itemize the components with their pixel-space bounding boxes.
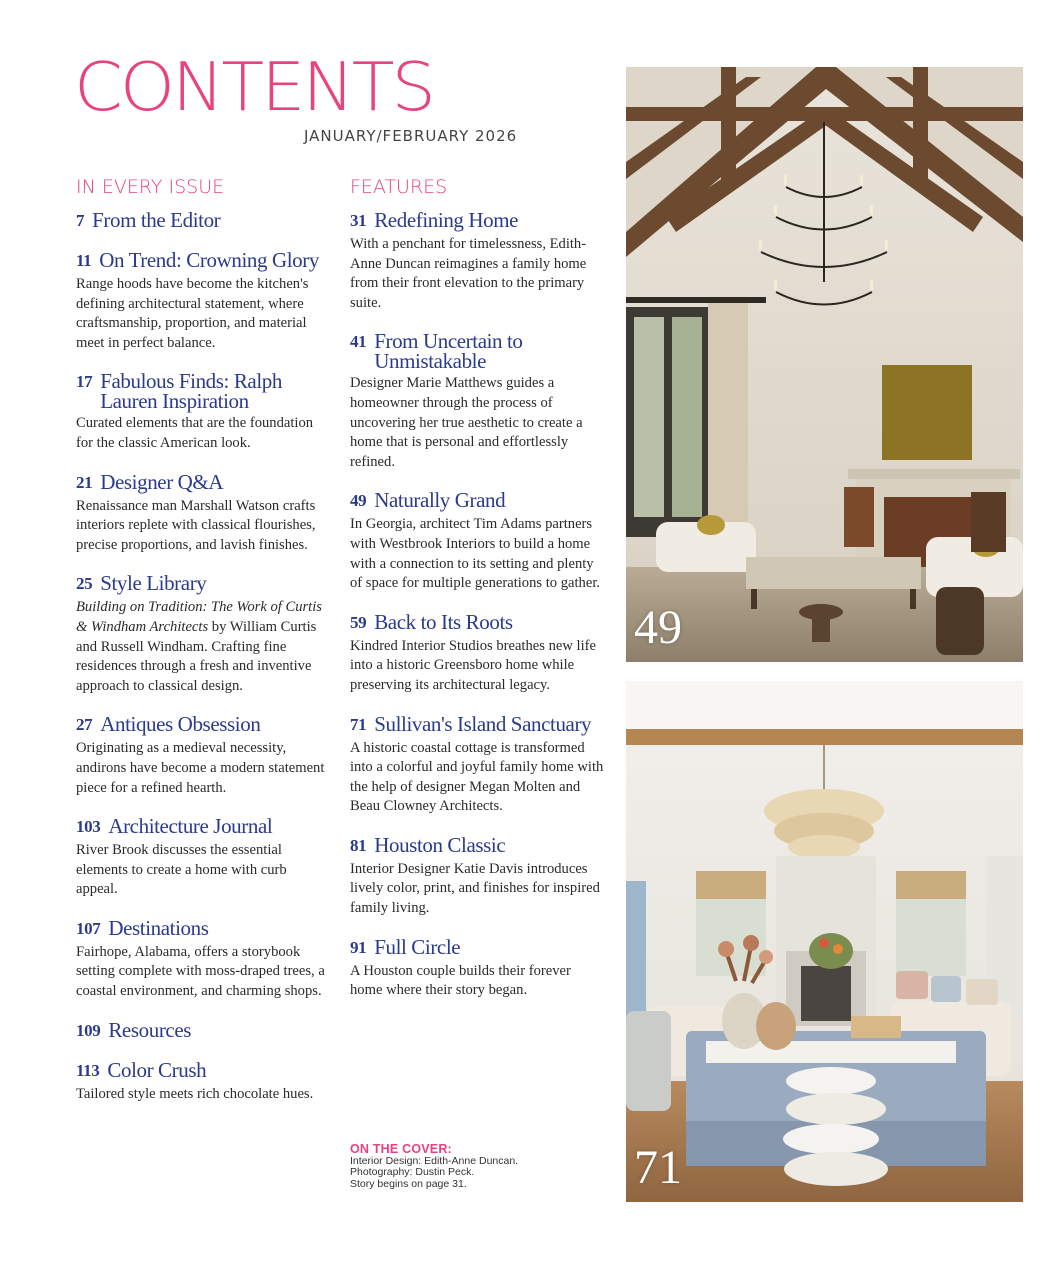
toc-entry[interactable] xyxy=(76,250,331,353)
toc-entry[interactable] xyxy=(76,371,331,453)
feature-photo-living-room[interactable] xyxy=(626,681,1023,1202)
page-number: 71 xyxy=(350,714,367,734)
page-title: CONTENTS xyxy=(74,48,433,127)
page-number: 91 xyxy=(350,937,367,957)
entry-description: In Georgia, architect Tim Adams partners with Westbrook Interiors to build a home with a connection to its setting and plenty of space for multiple generations to gather. xyxy=(350,516,601,592)
page-number: 81 xyxy=(350,835,367,855)
entry-description: Interior Designer Katie Davis introduces lively color, print, and finishes for inspired family living. xyxy=(350,860,600,917)
features-column xyxy=(350,176,605,1019)
toc-entry[interactable] xyxy=(76,915,331,1002)
book-title: Building on Tradition: The Work of Curtis & Windham Architects xyxy=(76,599,322,635)
feature-photo-great-room[interactable] xyxy=(626,67,1023,662)
entry-title: Back to Its Roots xyxy=(374,609,513,634)
toc-entry[interactable] xyxy=(76,573,331,696)
page-number: 103 xyxy=(76,817,101,837)
entry-title: Sullivan's Island Sanctuary xyxy=(374,711,592,736)
entry-description xyxy=(76,598,331,696)
entry-description: A Houston couple builds their forever home where their story began. xyxy=(350,962,571,999)
toc-entry[interactable] xyxy=(76,210,331,232)
entry-title: Color Crush xyxy=(107,1057,207,1082)
entry-title: Houston Classic xyxy=(374,832,506,857)
entry-description: River Brook discusses the essential elements to create a home with curb appeal. xyxy=(76,842,287,898)
entry-title: From Uncertain to Unmistakable xyxy=(374,329,523,374)
cover-story-page: Story begins on page 31. xyxy=(350,1177,467,1190)
entry-title: Naturally Grand xyxy=(374,488,506,513)
entry-title: Antiques Obsession xyxy=(100,712,261,737)
toc-entry[interactable] xyxy=(76,1017,331,1042)
page-number: 11 xyxy=(76,251,92,270)
toc-entry[interactable] xyxy=(350,331,605,472)
issue-date: JANUARY/FEBRUARY 2026 xyxy=(304,127,518,145)
entry-title: On Trend: Crowning Glory xyxy=(99,248,319,272)
page-number: 41 xyxy=(350,332,367,352)
entry-description: Range hoods have become the kitchen's defining architectural statement, where craftsmanship, proportion, and material meet in perfect balance. xyxy=(76,276,309,351)
cover-design-credit: Interior Design: Edith-Anne Duncan. xyxy=(350,1154,519,1167)
page-number: 7 xyxy=(76,211,85,230)
toc-entry[interactable] xyxy=(76,714,331,798)
entry-title: Full Circle xyxy=(374,934,461,959)
entry-description: A historic coastal cottage is transformed into a colorful and joyful family home with the help of designer Megan Molten and Beau Clowney Architects. xyxy=(350,739,604,815)
entry-description: Renaissance man Marshall Watson crafts interiors replete with classical flourishes, precise proportions, and lavish finishes. xyxy=(76,497,316,553)
toc-entry[interactable] xyxy=(350,490,605,593)
toc-entry[interactable] xyxy=(350,711,605,817)
living-room-illustration xyxy=(626,681,1023,1202)
entry-description: Designer Marie Matthews guides a homeowner through the process of uncovering her true aesthetic to create a home that is personal and effortlessly refined. xyxy=(350,375,583,470)
every-issue-heading: IN EVERY ISSUE xyxy=(76,176,225,198)
page-number: 17 xyxy=(76,372,93,392)
entry-description: With a penchant for timelessness, Edith-Anne Duncan reimagines a family home from their front elevation to the primary suite. xyxy=(350,236,587,311)
cover-photo-credit: Photography: Dustin Peck. xyxy=(350,1166,475,1178)
entry-title: Fabulous Finds: Ralph Lauren Inspiration xyxy=(100,369,282,414)
entry-description: Tailored style meets rich chocolate hues. xyxy=(76,1085,314,1102)
entry-title: From the Editor xyxy=(92,208,221,232)
entry-description: Fairhope, Alabama, offers a storybook setting complete with moss-draped trees, a coastal environment, and charming shops. xyxy=(76,943,325,1000)
page-number: 107 xyxy=(76,918,101,938)
page-number: 25 xyxy=(76,574,93,594)
every-issue-column xyxy=(76,176,331,1122)
entry-title: Style Library xyxy=(100,571,207,596)
entry-description: Kindred Interior Studios breathes new life into a historic Greensboro home while preserving its architectural legacy. xyxy=(350,637,596,693)
entry-description-text: by William Curtis and Russell Windham. Crafting fine residences through a fresh and inventive approach to classical design. xyxy=(76,618,317,694)
great-room-illustration xyxy=(626,67,1023,662)
page-number: 31 xyxy=(350,211,367,230)
entry-title: Architecture Journal xyxy=(108,814,273,839)
toc-entry[interactable] xyxy=(350,832,605,919)
entry-description: Curated elements that are the foundation for the classic American look. xyxy=(76,415,314,451)
page-number: 113 xyxy=(76,1060,100,1080)
toc-entry[interactable] xyxy=(76,1057,331,1105)
entry-title: Designer Q&A xyxy=(100,469,224,494)
page-number: 59 xyxy=(350,612,367,632)
photo-page-number: 71 xyxy=(634,1141,682,1194)
entry-title: Destinations xyxy=(108,915,209,940)
entry-description: Originating as a medieval necessity, andirons have become a modern statement piece for a refined hearth. xyxy=(76,740,325,796)
toc-entry[interactable] xyxy=(350,210,605,313)
toc-entry[interactable] xyxy=(350,934,605,1001)
cover-credit xyxy=(350,1144,610,1190)
features-heading: FEATURES xyxy=(350,176,448,198)
entry-title: Redefining Home xyxy=(374,208,519,232)
toc-entry[interactable] xyxy=(76,816,331,900)
page-number: 27 xyxy=(76,715,93,735)
page-number: 109 xyxy=(76,1020,101,1040)
photo-page-number: 49 xyxy=(634,601,682,654)
cover-heading: ON THE COVER: xyxy=(350,1142,452,1156)
toc-entry[interactable] xyxy=(76,469,331,556)
page-number: 49 xyxy=(350,491,367,511)
entry-title: Resources xyxy=(108,1017,192,1042)
toc-entry[interactable] xyxy=(350,609,605,696)
page-number: 21 xyxy=(76,472,93,492)
